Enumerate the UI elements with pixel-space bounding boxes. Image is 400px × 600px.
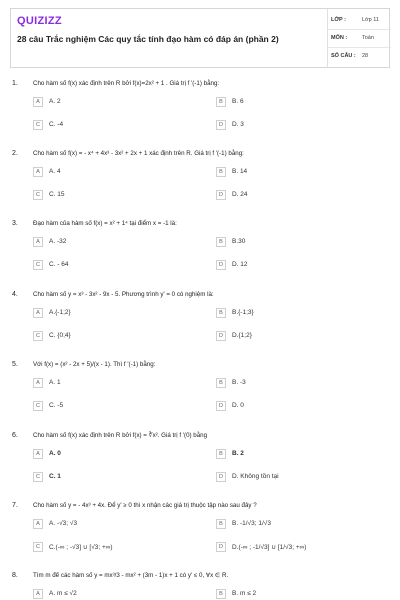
question-number: 7. — [12, 502, 18, 509]
meta-label: MÔN : — [331, 35, 348, 41]
question-5 — [0, 361, 400, 431]
option-letter: A — [33, 589, 43, 599]
option-text: C. 15 — [49, 191, 65, 198]
question-text: Cho hàm số y = - 4x³ + 4x. Để y' ≥ 0 thì x nhận các giá trị thuộc tập nào sau đây ? — [33, 502, 257, 509]
option-text: D. 0 — [232, 402, 244, 409]
option-text: C.(-∞ ; -√3] ∪ [√3; +∞) — [49, 544, 113, 551]
option-text: A.{-1;2} — [49, 309, 71, 316]
option-text: C. -5 — [49, 402, 64, 409]
option-letter: A — [33, 97, 43, 107]
question-4 — [0, 291, 400, 361]
option-letter: B — [216, 589, 226, 599]
question-number: 6. — [12, 432, 18, 439]
option-text: B. 6 — [232, 98, 244, 105]
question-text: Cho hàm số f(x) = - x⁴ + 4x³ - 3x² + 2x + 1 xác định trên R. Giá trị f '(-1) bằng: — [33, 150, 244, 157]
option-text: A. 4 — [49, 168, 61, 175]
option-letter: D — [216, 190, 226, 200]
option-letter: C — [33, 260, 43, 270]
question-1 — [0, 80, 400, 150]
question-number: 4. — [12, 291, 18, 298]
option-letter: D — [216, 542, 226, 552]
option-letter: D — [216, 331, 226, 341]
question-text: Đạo hàm của hàm số f(x) = x² + 1⁴ tại điểm x = -1 là: — [33, 220, 177, 227]
meta-row-subject — [328, 30, 391, 48]
question-text: Cho hàm số y = x³ - 3x² - 9x - 5. Phương trình y' = 0 có nghiệm là: — [33, 291, 214, 298]
question-number: 1. — [12, 80, 18, 87]
option-letter: D — [216, 120, 226, 130]
option-letter: A — [33, 308, 43, 318]
option-text: D. 3 — [232, 121, 244, 128]
option-letter: A — [33, 167, 43, 177]
option-letter: B — [216, 97, 226, 107]
option-text: B. -1/√3; 1/√3 — [232, 520, 271, 527]
option-letter: B — [216, 519, 226, 529]
document-header — [10, 8, 390, 68]
question-8 — [0, 572, 400, 600]
option-letter: B — [216, 449, 226, 459]
question-text: Cho hàm số f(x) xác định trên R bởi f(x) = ∛x². Giá trị f '(0) bằng — [33, 432, 208, 439]
option-letter: A — [33, 237, 43, 247]
option-text: D. Không tồn tại — [232, 473, 279, 480]
option-text: A. 0 — [49, 450, 61, 457]
option-text: D. 12 — [232, 261, 248, 268]
question-3 — [0, 220, 400, 290]
option-letter: C — [33, 472, 43, 482]
option-letter: D — [216, 401, 226, 411]
question-number: 8. — [12, 572, 18, 579]
option-letter: C — [33, 190, 43, 200]
option-letter: D — [216, 260, 226, 270]
option-letter: B — [216, 167, 226, 177]
option-text: B.30 — [232, 238, 246, 245]
meta-value: 28 — [362, 53, 369, 59]
option-text: A. m ≤ √2 — [49, 590, 77, 597]
option-text: C. - 64 — [49, 261, 69, 268]
option-text: B. 14 — [232, 168, 248, 175]
option-letter: B — [216, 308, 226, 318]
option-letter: B — [216, 378, 226, 388]
option-text: B. -3 — [232, 379, 246, 386]
option-letter: C — [33, 401, 43, 411]
option-text: A. 1 — [49, 379, 61, 386]
meta-value: Lớp 11 — [362, 17, 379, 23]
question-7 — [0, 502, 400, 572]
option-text: A. -32 — [49, 238, 67, 245]
question-text: Với f(x) = (x² - 2x + 5)/(x - 1). Thì f '(-1) bằng: — [33, 361, 156, 368]
meta-value: Toán — [362, 35, 374, 41]
meta-row-count — [328, 48, 391, 65]
option-text: B. m ≤ 2 — [232, 590, 257, 597]
option-text: D.{1;2} — [232, 332, 252, 339]
meta-row-class — [328, 12, 391, 30]
option-letter: A — [33, 378, 43, 388]
meta-label: LỚP : — [331, 17, 346, 23]
document-title: 28 câu Trắc nghiệm Các quy tắc tính đạo hàm có đáp án (phần 2) — [17, 34, 279, 44]
question-number: 3. — [12, 220, 18, 227]
quizizz-logo: QUIZIZZ — [17, 15, 62, 27]
option-text: C. {0;4} — [49, 332, 71, 339]
question-text: Cho hàm số f(x) xác định trên R bởi f(x)=2x² + 1 . Giá trị f '(-1) bằng: — [33, 80, 220, 87]
option-letter: C — [33, 120, 43, 130]
option-text: D.(-∞ ; -1/√3] ∪ [1/√3; +∞) — [232, 544, 307, 551]
question-6 — [0, 432, 400, 502]
option-text: C. -4 — [49, 121, 64, 128]
question-number: 5. — [12, 361, 18, 368]
option-letter: A — [33, 519, 43, 529]
option-letter: A — [33, 449, 43, 459]
question-2 — [0, 150, 400, 220]
question-number: 2. — [12, 150, 18, 157]
option-text: D. 24 — [232, 191, 248, 198]
question-text: Tìm m để các hàm số y = mx³/3 - mx² + (3m - 1)x + 1 có y' ≤ 0, ∀x ∈ R. — [33, 572, 229, 579]
option-text: B.{-1;3} — [232, 309, 254, 316]
option-text: C. 1 — [49, 473, 61, 480]
option-letter: B — [216, 237, 226, 247]
option-text: A. -√3; √3 — [49, 520, 78, 527]
option-letter: D — [216, 472, 226, 482]
option-letter: C — [33, 331, 43, 341]
option-text: B. 2 — [232, 450, 244, 457]
option-text: A. 2 — [49, 98, 61, 105]
meta-table — [327, 9, 390, 68]
option-letter: C — [33, 542, 43, 552]
meta-label: SỐ CÂU : — [331, 53, 356, 59]
